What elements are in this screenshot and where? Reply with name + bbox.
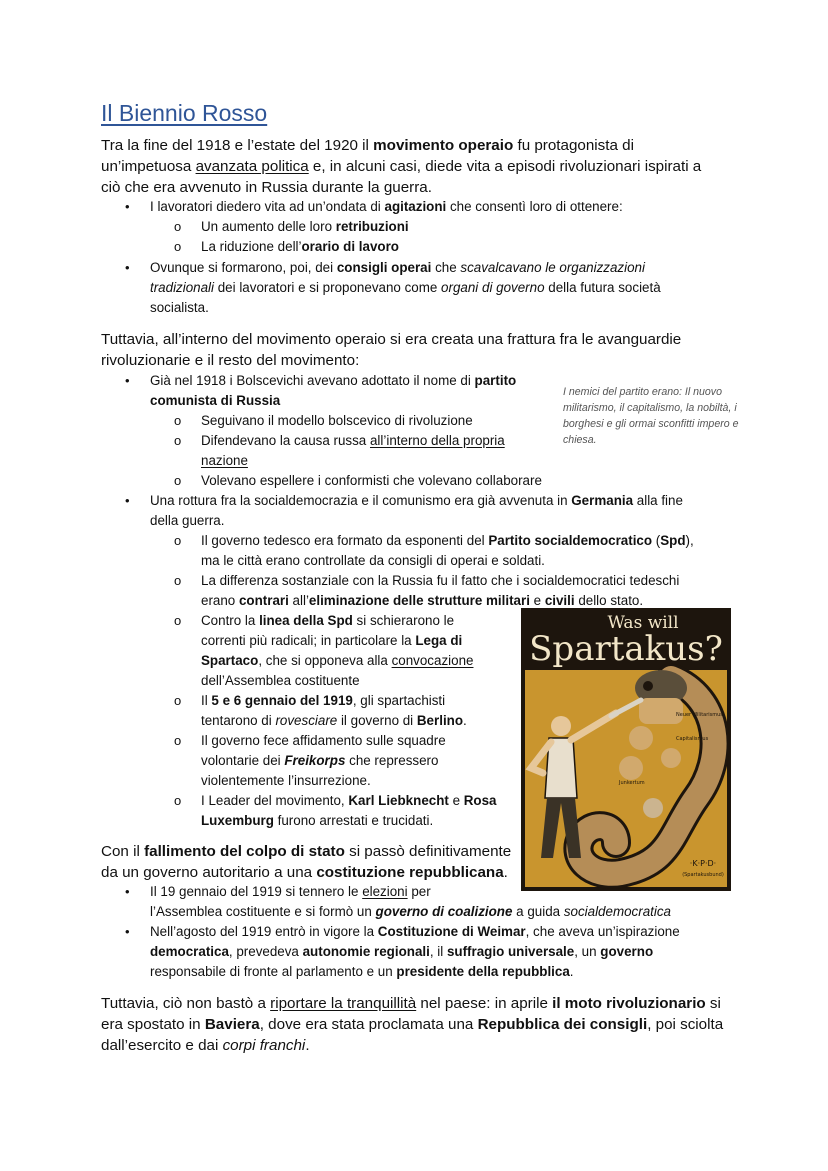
text-line: correnti più radicali; in particolare la Lega di: [201, 633, 463, 648]
poster-headline: Spartakus?: [529, 629, 723, 669]
poster-label-capitalism: Capitalismus: [676, 736, 709, 742]
text-line: da un governo autoritario a una costituzione repubblicana.: [101, 864, 508, 881]
text-line: un’impetuosa avanzata politica e, in alcuni casi, diede vita a episodi rivoluzionari ispirati a: [101, 158, 702, 175]
poster-party-label: ·K·P·D·: [689, 859, 717, 868]
sub-list-item: o Il governo tedesco era formato da esponenti del Partito socialdemocratico (Spd),: [201, 531, 694, 551]
text-line: dall’esercito e dai corpi franchi.: [101, 1037, 310, 1054]
poster-label-militarism: Neuer Militarismus: [676, 712, 723, 718]
bullet-icon: •: [125, 884, 130, 899]
bullet-icon: •: [125, 373, 130, 388]
circle-bullet-icon: o: [174, 219, 182, 234]
sub-list-item: o Il 5 e 6 gennaio del 1919, gli spartachisti: [201, 691, 445, 711]
sub-list-item: o I Leader del movimento, Karl Liebknecht e Rosa: [201, 791, 497, 811]
poster-artwork: [521, 608, 731, 891]
text-line: Tuttavia, ciò non bastò a riportare la tranquillità nel paese: in aprile il moto rivoluzionario si: [101, 995, 721, 1012]
text-line: • Una rottura fra la socialdemocrazia e il comunismo era già avvenuta in Germania alla fine: [150, 491, 683, 511]
text-line: Tuttavia, all’interno del movimento operaio si era creata una frattura fra le avanguardie: [101, 331, 682, 348]
sub-list-item: o La riduzione dell’orario di lavoro: [201, 237, 399, 257]
text-line: nazione: [201, 453, 248, 468]
sub-list-item: o Contro la linea della Spd si schierarono le: [201, 611, 454, 631]
text-line: comunista di Russia: [150, 393, 281, 408]
circle-bullet-icon: o: [174, 733, 182, 748]
circle-bullet-icon: o: [174, 613, 182, 628]
text-line: • Già nel 1918 i Bolscevichi avevano adottato il nome di partito: [150, 371, 516, 391]
bullet-icon: •: [125, 199, 130, 214]
circle-bullet-icon: o: [174, 793, 182, 808]
side-note: I nemici del partito erano: Il nuovo militarismo, il capitalismo, la nobiltà, i borghesi e gli ormai sconfitti impero e chiesa.: [563, 386, 739, 446]
spartakus-poster: [521, 608, 731, 891]
sub-list-item: o Il governo fece affidamento sulle squadre: [201, 731, 446, 751]
text-line: l’Assemblea costituente e si formò un governo di coalizione a guida socialdemocratica: [150, 904, 671, 919]
text-line: volontarie dei Freikorps che repressero: [201, 753, 439, 768]
circle-bullet-icon: o: [174, 573, 182, 588]
poster-headline-top: Was will: [607, 613, 679, 633]
text-line: ma le città erano controllate da consigli di operai e soldati.: [201, 553, 545, 568]
page-title: Il Biennio Rosso: [101, 100, 268, 126]
text-line: erano contrari all’eliminazione delle strutture militari e civili dello stato.: [201, 593, 644, 608]
sub-list-item: o Difendevano la causa russa all’interno della propria: [201, 431, 505, 451]
text-line: Luxemburg furono arrestati e trucidati.: [201, 813, 434, 828]
text-line: Con il fallimento del colpo di stato si passò definitivamente: [101, 843, 512, 860]
sub-list-item: o La differenza sostanziale con la Russia fu il fatto che i socialdemocratici tedeschi: [201, 571, 679, 591]
bullet-icon: •: [125, 260, 130, 275]
sub-list-item: o Seguivano il modello bolscevico di rivoluzione: [201, 411, 473, 431]
text-line: • Ovunque si formarono, poi, dei consigli operai che scavalcavano le organizzazioni: [150, 258, 645, 278]
text-line: responsabile di fronte al parlamento e un presidente della repubblica.: [150, 964, 574, 979]
circle-bullet-icon: o: [174, 693, 182, 708]
poster-label-junkers: Junkertum: [619, 780, 645, 786]
text-line: Tra la fine del 1918 e l’estate del 1920 il movimento operaio fu protagonista di: [101, 137, 634, 154]
circle-bullet-icon: o: [174, 433, 182, 448]
text-line: tentarono di rovesciare il governo di Berlino.: [201, 713, 467, 728]
text-line: della guerra.: [150, 513, 225, 528]
text-line: tradizionali dei lavoratori e si proponevano come organi di governo della futura società: [150, 280, 661, 295]
circle-bullet-icon: o: [174, 413, 182, 428]
sub-list-item: o Volevano espellere i conformisti che volevano collaborare: [201, 471, 542, 491]
poster-league-label: (Spartakusbund): [682, 872, 724, 878]
text-line: era spostato in Baviera, dove era stata proclamata una Repubblica dei consigli, poi sciolta: [101, 1016, 724, 1033]
circle-bullet-icon: o: [174, 239, 182, 254]
text-line: • Il 19 gennaio del 1919 si tennero le elezioni per: [150, 882, 431, 902]
text-line: dell’Assemblea costituente: [201, 673, 360, 688]
head-eye-icon: [643, 681, 653, 691]
circle-bullet-icon: o: [174, 533, 182, 548]
bullet-icon: •: [125, 493, 130, 508]
text-line: • Nell’agosto del 1919 entrò in vigore la Costituzione di Weimar, che aveva un’ispirazione: [150, 922, 680, 942]
text-line: ciò che era avvenuto in Russia durante la guerra.: [101, 179, 432, 196]
text-line: democratica, prevedeva autonomie regionali, il suffragio universale, un governo: [150, 944, 654, 959]
bullet-icon: •: [125, 924, 130, 939]
text-line: violentemente l’insurrezione.: [201, 773, 371, 788]
text-line: rivoluzionarie e il resto del movimento:: [101, 352, 360, 369]
circle-bullet-icon: o: [174, 473, 182, 488]
text-line: socialista.: [150, 300, 209, 315]
sub-list-item: o Un aumento delle loro retribuzioni: [201, 217, 409, 237]
text-line: • I lavoratori diedero vita ad un’ondata di agitazioni che consentì loro di ottenere:: [150, 197, 623, 217]
text-line: Spartaco, che si opponeva alla convocazione: [201, 653, 474, 668]
